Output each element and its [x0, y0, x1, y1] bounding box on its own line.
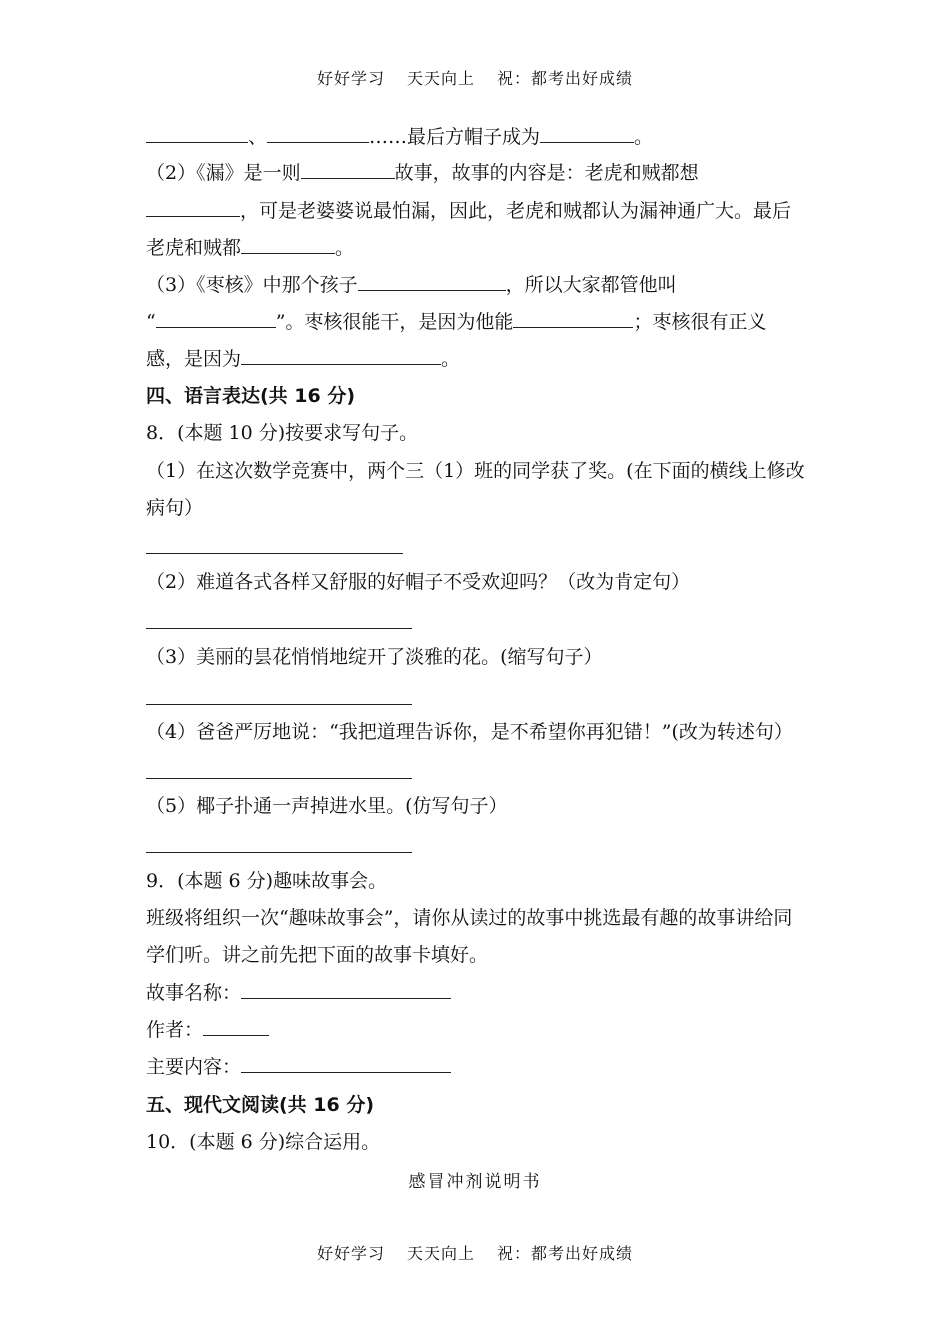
- blank[interactable]: [358, 272, 506, 291]
- answer-line-4[interactable]: [146, 778, 412, 779]
- section-5-title: 五、现代文阅读(共 16 分): [146, 1094, 375, 1116]
- blank[interactable]: [156, 309, 276, 328]
- q8-title: 8．(本题 10 分)按要求写句子。: [146, 422, 419, 444]
- q8-s1-line2: 病句）: [146, 497, 204, 519]
- q8-s5: （5）椰子扑通一声掉进水里。(仿写句子）: [146, 795, 508, 817]
- q10-title: 10．(本题 6 分)综合运用。: [146, 1131, 381, 1153]
- q7-p2-line2: ，可是老婆婆说最怕漏，因此，老虎和贼都认为漏神通广大。最后: [146, 198, 791, 224]
- story-name-blank[interactable]: [241, 980, 451, 999]
- q7-p2-line3: 老虎和贼都 。: [146, 237, 355, 259]
- blank[interactable]: [267, 124, 369, 143]
- q7-p3-line1: （3）《枣核》中那个孩子 ，所以大家都管他叫: [146, 274, 677, 296]
- page-header: 好好学习 天天向上 祝：都考出好成绩: [316, 69, 634, 88]
- answer-line-2[interactable]: [146, 628, 412, 629]
- author-blank[interactable]: [203, 1017, 269, 1036]
- answer-line-5[interactable]: [146, 852, 412, 853]
- section-4-title: 四、语言表达(共 16 分): [146, 385, 356, 407]
- document-title: 感冒冲剂说明书: [408, 1172, 542, 1192]
- blank[interactable]: [241, 346, 441, 365]
- q7-p3-line2: “ ”。枣核很能干，是因为他能 ；枣核很有正义: [146, 311, 767, 333]
- blank[interactable]: [301, 160, 395, 179]
- author-row: 作者：: [146, 1017, 269, 1043]
- blank[interactable]: [540, 124, 634, 143]
- q8-s4: （4）爸爸严厉地说：“我把道理告诉你，是不希望你再犯错！”(改为转述句）: [146, 721, 793, 743]
- blank[interactable]: [146, 198, 240, 217]
- answer-line-3[interactable]: [146, 704, 412, 705]
- q7-p3-line3: 感，是因为 。: [146, 348, 461, 370]
- q9-para-line1: 班级将组织一次“趣味故事会”，请你从读过的故事中挑选最有趣的故事讲给同: [146, 907, 793, 929]
- q7-p2-line1: （2）《漏》是一则 故事，故事的内容是：老虎和贼都想: [146, 162, 699, 184]
- story-name-row: 故事名称：: [146, 980, 451, 1006]
- q9-title: 9．(本题 6 分)趣味故事会。: [146, 870, 388, 892]
- page-footer: 好好学习 天天向上 祝：都考出好成绩: [316, 1244, 634, 1263]
- q8-s1-line1: （1）在这次数学竞赛中，两个三（1）班的同学获了奖。(在下面的横线上修改: [146, 460, 805, 482]
- content-row: 主要内容：: [146, 1054, 451, 1080]
- answer-line-1[interactable]: [146, 553, 403, 554]
- blank[interactable]: [241, 235, 335, 254]
- q8-s3: （3）美丽的昙花悄悄地绽开了淡雅的花。(缩写句子）: [146, 646, 603, 668]
- q8-s2: （2）难道各式各样又舒服的好帽子不受欢迎吗？（改为肯定句）: [146, 571, 691, 593]
- q7-line1: 、 ……最后方帽子成为 。: [146, 124, 653, 150]
- content-blank[interactable]: [241, 1054, 451, 1073]
- blank[interactable]: [146, 124, 248, 143]
- blank[interactable]: [513, 309, 633, 328]
- q9-para-line2: 学们听。讲之前先把下面的故事卡填好。: [146, 944, 489, 966]
